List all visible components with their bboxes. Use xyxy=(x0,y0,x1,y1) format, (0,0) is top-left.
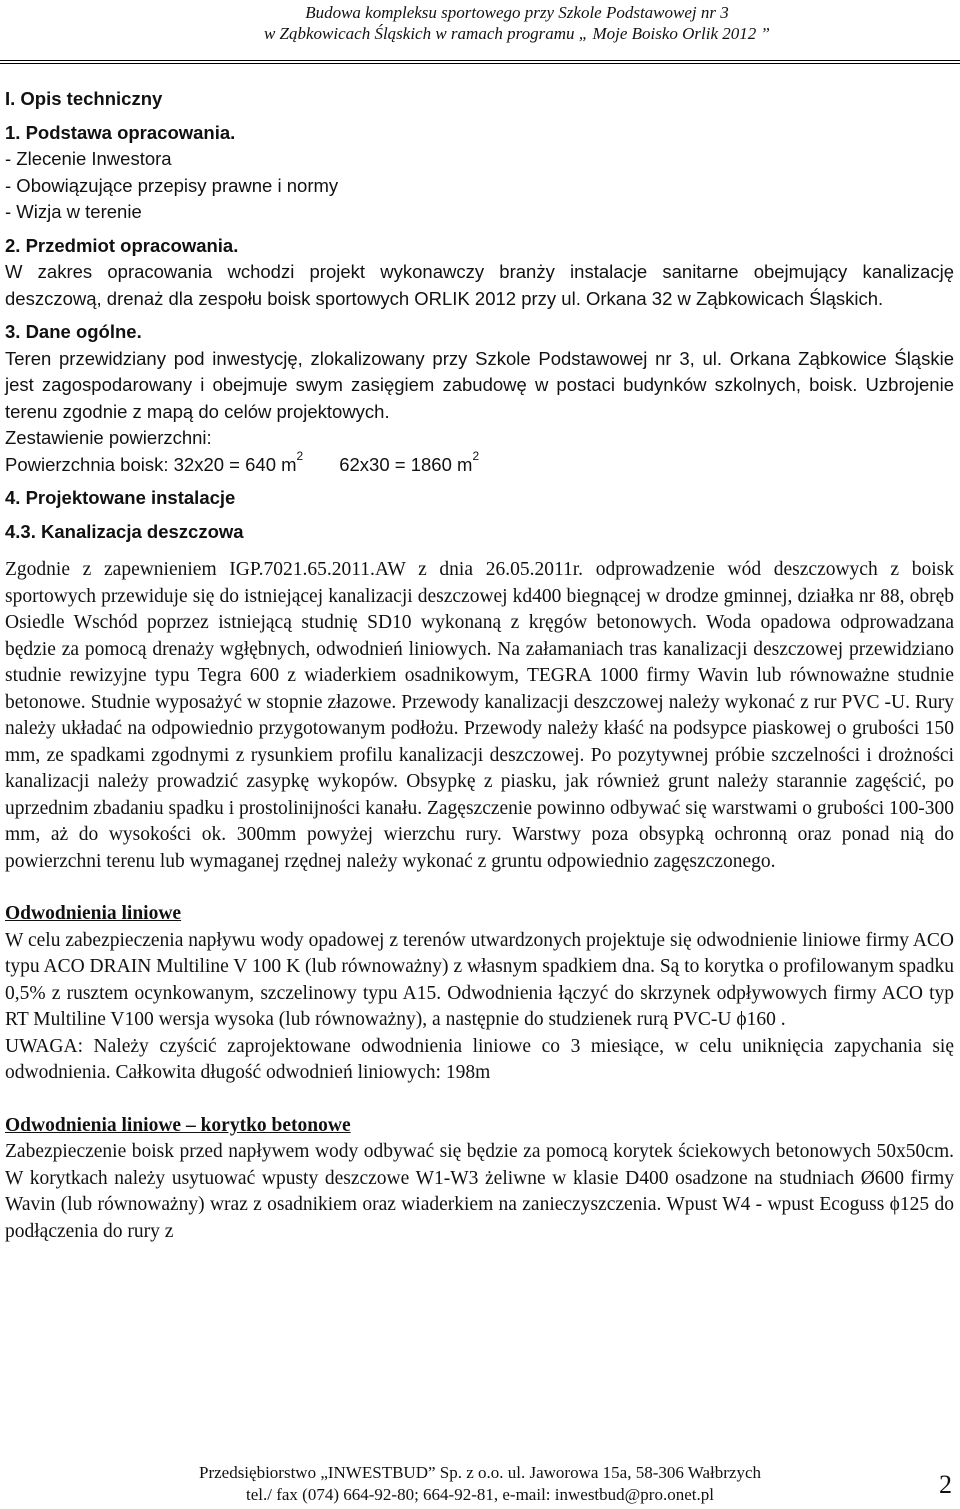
header-line-1: Budowa kompleksu sportowego przy Szkole Podstawowej nr 3 xyxy=(305,3,729,22)
page-number: 2 xyxy=(939,1470,952,1499)
area-summary xyxy=(5,449,954,479)
page-footer xyxy=(0,1462,960,1506)
heading-korytko: Odwodnienia liniowe – korytko betonowe xyxy=(5,1114,351,1136)
header-line-2: w Ząbkowicach Śląskich w ramach programu „ Moje Boisko Orlik 2012 ” xyxy=(263,24,770,43)
heading-kanalizacja: 4.3. Kanalizacja deszczowa xyxy=(5,520,244,542)
document-title: I. Opis techniczny xyxy=(5,88,163,109)
area-boisk: Powierzchnia boisk: 32x20 = 640 m xyxy=(5,453,297,475)
paragraph-kanalizacja: Zgodnie z zapewnieniem IGP.7021.65.2011.AW z dnia 26.05.2011r. odprowadzenie wód deszczowych z boisk sportowych przewiduje się do istniejącej kanalizacji deszczowej kd400 biegnącej w drodze gminnej, działka nr 88, obręb Osiedle Wschód poprzez istniejącą studnię SD10 wykonaną z kręgów betonowych. Woda opadowa odprowadzana będzie za pomocą drenaży wgłębnych, odwodnień liniowych. Na załamaniach tras kanalizacji deszczowej przewidziano studnie rewizyjne typu Tegra 600 z wiaderkiem osadnikowym, TEGRA 1000 firmy Wavin lub równoważne studnie betonowe. Studnie wyposażyć w stopnie złazowe. Przewody kanalizacji deszczowej należy wykonać z rur PVC -U. Rury należy układać na odpowiednio przygotowanym podłożu. Przewody należy kłaść na podsypce piaskowej o grubości 150 mm, ze spadkami zgodnymi z rysunkiem profilu kanalizacji deszczowej. Po pozytywnej próbie szczelności i drożności kanalizacji należy prowadzić zasypkę wykopów. Obsypkę z piasku, jak również grunt należy starannie zagęścić, po uprzednim zbadaniu spadku i prostolinijności kanału. Zagęszczenie powinno odbywać się warstwami o grubości 100-300 mm, aż do wysokości ok. 300mm powyżej wierzchu rury. Warstwy poza obsypką ochronną oraz ponad nią do powierzchni terenu lub wymaganej rzędnej należy wykonać z gruntu odpowiednio zagęszczonego. xyxy=(5,559,954,872)
heading-dane-ogolne: 3. Dane ogólne. xyxy=(5,321,142,342)
paragraph-przedmiot: W zakres opracowania wchodzi projekt wykonawczy branży instalacje sanitarne obejmujący kanalizację deszczową, drenaż dla zespołu boisk sportowych ORLIK 2012 przy ul. Orkana 32 w Ząbkowicach Śląskich. xyxy=(5,261,954,309)
page-header xyxy=(264,2,770,44)
header-rule-double xyxy=(0,63,960,64)
paragraph-korytko: Zabezpieczenie boisk przed napływem wody odbywać się będzie za pomocą korytek ściekowych betonowych 50x50cm. W korytkach należy usytuować wpusty deszczowe W1-W3 żeliwne w klasie D400 osadzone na studniach Ø600 firmy Wavin (lub równoważny) wraz z osadnikiem oraz wiaderkiem na zanieczyszczenia. Wpust W4 - wpust Ecoguss ϕ125 do podłączenia do rury z xyxy=(5,1141,954,1242)
footer-line-1: Przedsiębiorstwo „INWESTBUD” Sp. z o.o. ul. Jaworowa 15a, 58-306 Wałbrzych xyxy=(198,1463,762,1482)
summary-label: Zestawienie powierzchni: xyxy=(5,427,212,448)
list-item: - Zlecenie Inwestora xyxy=(5,148,172,169)
superscript: 2 xyxy=(296,449,304,464)
header-rule xyxy=(0,60,960,61)
list-item: - Wizja w terenie xyxy=(5,201,142,222)
document-body xyxy=(5,86,954,1245)
heading-podstawa: 1. Podstawa opracowania. xyxy=(5,121,236,143)
paragraph-odwodnienia: W celu zabezpieczenia napływu wody opadowej z terenów utwardzonych projektuje się odwodnienie liniowe firmy ACO typu ACO DRAIN Multiline V 100 K (lub równoważny) z własnym spadkiem dna. Są to korytka o profilowanym spadku 0,5% z rusztem ocynkowanym, szczelinowy typu A15. Odwodnienia łączyć do skrzynek odpływowych firmy ACO typ RT Multiline V100 wersja wysoka (lub równoważny), a następnie do studzienek rurą PVC-U ϕ160 . xyxy=(5,929,954,1030)
paragraph-uwaga: UWAGA: Należy czyścić zaprojektowane odwodnienia liniowe co 3 miesiące, w celu uniknięcia zapychania się odwodnienia. Całkowita długość odwodnień liniowych: 198m xyxy=(5,1035,954,1083)
heading-przedmiot: 2. Przedmiot opracowania. xyxy=(5,234,239,256)
paragraph-dane-ogolne: Teren przewidziany pod inwestycję, zlokalizowany przy Szkole Podstawowej nr 3, ul. Orkana Ząbkowice Śląskie jest zagospodarowany i obejmuje swym zasięgiem zabudowę w postaci budynków szkolnych, boisk. Uzbrojenie terenu zgodnie z mapą do celów projektowych. xyxy=(5,347,954,422)
list-item: - Obowiązujące przepisy prawne i normy xyxy=(5,174,339,196)
heading-odwodnienia: Odwodnienia liniowe xyxy=(5,903,182,924)
footer-line-2: tel./ fax (074) 664-92-80; 664-92-81, e-mail: inwestbud@pro.onet.pl xyxy=(246,1485,714,1504)
superscript: 2 xyxy=(472,449,480,464)
heading-projektowane: 4. Projektowane instalacje xyxy=(5,487,236,508)
area-second: 62x30 = 1860 m xyxy=(339,453,473,475)
